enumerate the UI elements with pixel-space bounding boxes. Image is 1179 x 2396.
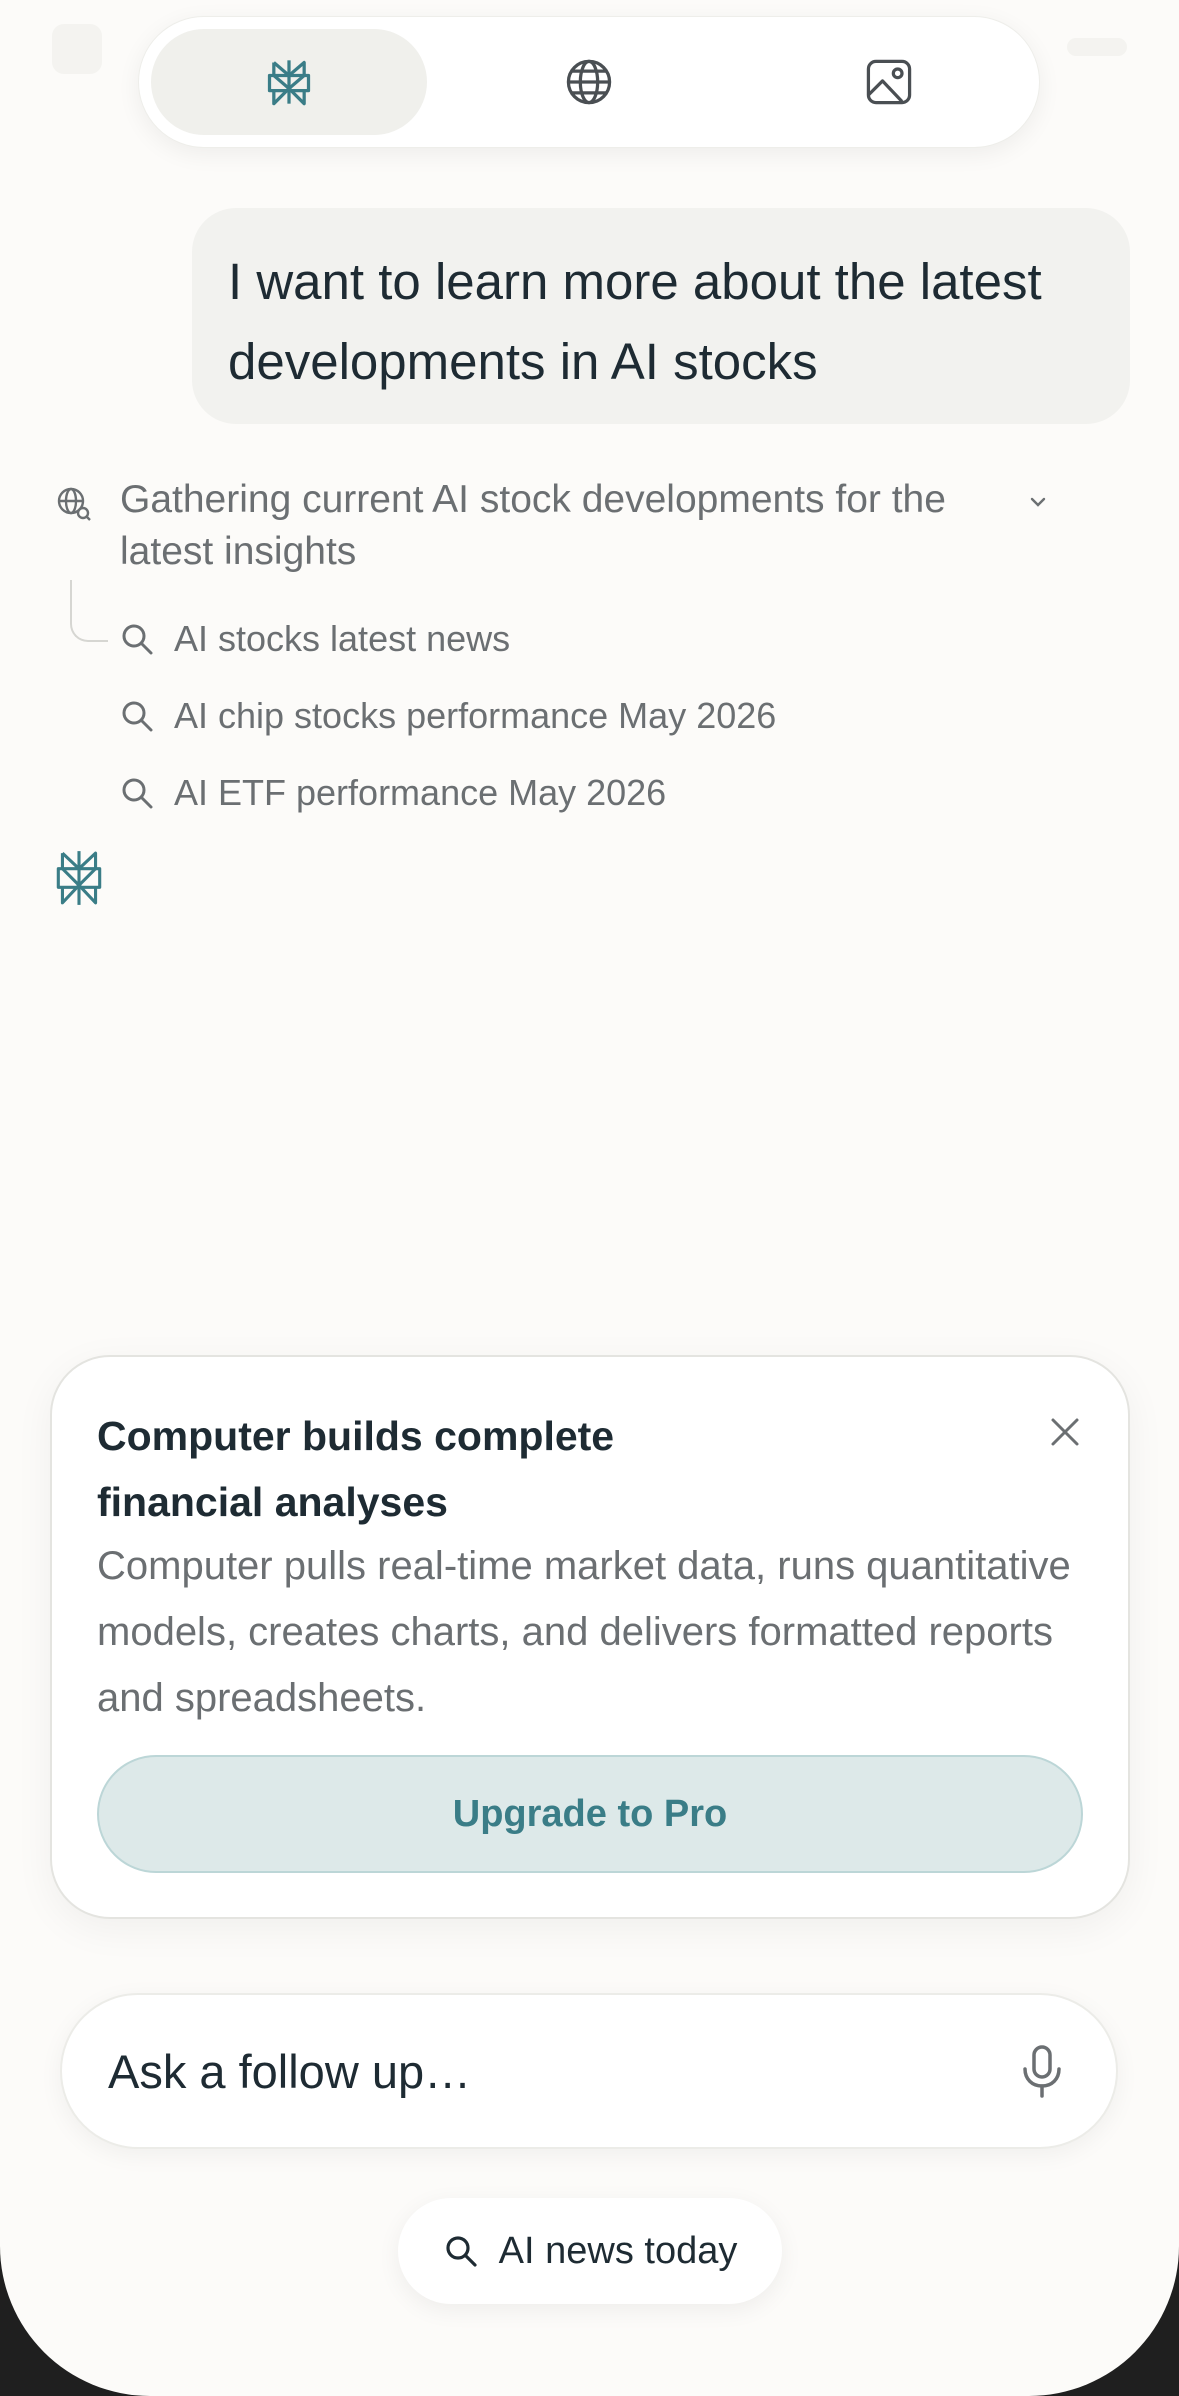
user-message-bubble: I want to learn more about the latest developments in AI stocks [192,208,1130,424]
mode-image-button[interactable] [751,29,1027,135]
upgrade-to-pro-button[interactable]: Upgrade to Pro [97,1755,1083,1873]
follow-up-placeholder: Ask a follow up… [108,2044,472,2098]
microphone-icon[interactable] [1012,2041,1072,2101]
search-icon [120,622,154,656]
search-icon [120,776,154,810]
follow-up-input[interactable] [60,1993,1118,2149]
globe-icon [563,56,615,108]
close-promo-button[interactable] [1042,1409,1088,1455]
promo-body: Computer pulls real-time market data, runs quantitative models, creates charts, and delivers formatted reports and spreadsheets. [97,1544,1071,1720]
image-icon [863,56,915,108]
search-icon [443,2233,479,2269]
search-query-item [120,763,666,823]
promo-title: Computer builds complete financial analyses [97,1413,615,1525]
upgrade-promo-card [50,1355,1130,1919]
status-bar-ghost [52,24,102,74]
suggestion-chip[interactable] [398,2198,782,2304]
mode-web-button[interactable] [451,29,727,135]
search-query-item [120,686,776,746]
tree-connector [70,580,108,642]
mode-search-button[interactable] [151,29,427,135]
status-bar-ghost [1067,38,1127,56]
close-icon [1047,1414,1083,1450]
suggestion-label: AI news today [498,2229,738,2272]
search-query-text: AI ETF performance May 2026 [174,772,667,813]
step-title: Gathering current AI stock developments for the latest insights [120,478,946,573]
mode-switcher [138,16,1040,148]
search-query-text: AI chip stocks performance May 2026 [174,695,777,736]
chevron-down-icon[interactable] [1024,488,1052,516]
search-query-text: AI stocks latest news [174,618,511,659]
search-icon [120,699,154,733]
search-query-item [120,609,510,669]
perplexity-logo-icon [54,848,104,908]
globe-search-icon [56,486,92,522]
perplexity-logo-icon [263,56,315,108]
